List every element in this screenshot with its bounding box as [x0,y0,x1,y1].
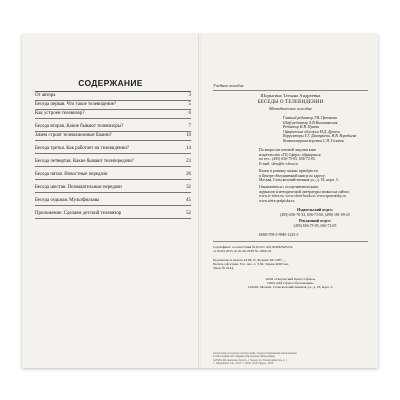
right-page [201,34,378,368]
toc-entry-title: Как устроен телевизор? [35,111,85,117]
certificate-info [213,245,368,253]
ads-dept-label: Рекламный отдел: [299,219,331,223]
toc-entry-page: 14 [186,146,191,152]
text-line: в Центре объединенной книги по адресу: [259,173,326,178]
wholesale-info [259,148,371,166]
text-line: ООО «ИД Сфера образования» [267,281,314,286]
text-line: издательства «ТЦ Сфера» обращаться [259,152,321,157]
toc-entry-title: Зачем строят телевизионные башни? [35,133,112,139]
toc-entry-title: От автора [35,93,56,99]
toc-entry-page: 3 [188,93,191,99]
text-line: © Шорыгина Т.А., 2015 © ООО «ТЦ Сфера», 2015 [213,362,274,366]
text-line: Москва, Сельскохозяйственная ул., д. 18, корп. 3. [259,178,339,183]
book-type-label: Учебное пособие [213,83,244,88]
text-line: ООО «Творческий Центр Сфера» [265,277,316,281]
toc-row [35,158,191,167]
text-line: E-mail: sfera@tc-sfera.ru [259,161,298,166]
toc-row [35,92,191,101]
publisher-name [213,277,368,290]
text-line: Печать офсетная. Усл. печ. л. 3,36. Тираж 4000 экз. [213,262,289,267]
text-line: по тел.: (495) 656-75-05, 656-72-05. [259,157,316,162]
text-line: 143900, Московская область, г. Чехов, ул. Полиграфистов, д. 1 [213,358,288,362]
ads-dept-phones: (495) 656-75-05, 656-72-05 [293,224,337,228]
toc-entry-title: Беседа четвертая. Какие бывают телепередачи? [35,159,134,164]
toc-entry-page: 5 [188,102,191,108]
book-title: БЕСЕДЫ О ТЕЛЕВИДЕНИИ [257,100,324,105]
toc-row [35,184,191,193]
text-line: Редактор И.В. Пуяева [283,125,320,130]
publisher-dept-phones: (495) 656-70-33, 656-73-00, (499) 181-09-23 [280,213,350,217]
text-line: 129226, Москва, Сельскохозяйственная ул., д. 18, корп. 3. [247,285,334,290]
toc-entry-page: 26 [186,171,191,177]
toc-entry-title: Приложение. Сделаем детский телевизор [35,210,122,216]
toc-row [35,210,191,219]
toc-entry-title: Беседа вторая. Какие бывают телевизоры? [35,124,124,130]
toc-title: СОДЕРЖАНИЕ [78,78,143,88]
text-line: Шеф-редактор А.В.Никитинская [283,120,338,125]
text-line: Подписано в печать 24.08.15. Формат 84×108¹/₃₂. [213,258,286,262]
open-book [22,34,378,368]
text-line: Оформление обложки М.Д. Дронов [283,129,340,134]
book-subtitle: Методическое пособие [269,106,312,111]
text-line: По вопросам оптовой закупки книг [259,148,317,152]
text-line: Отпечатано в полном соответствии с предоставленными материалами [213,352,297,355]
toc-row [35,123,191,132]
editors-list [283,116,373,144]
isbn: ISBN 978-5-9949-1225-5 [259,233,299,237]
text-line: Заказ № 3144. [213,266,234,271]
author-name: Шорыгина Татьяна Андреевна [260,93,321,98]
text-line: журналов и методической литературы можно на сайтах: [259,189,350,194]
toc-entry-title: Беседа первая. Что такое телевидение? [35,102,117,108]
retail-info [259,169,371,183]
text-line: Компьютерная верстка С.И. Галаева [283,138,344,143]
toc-row [35,101,191,110]
toc-row [35,197,191,206]
left-page [22,34,199,368]
divider [213,90,368,91]
print-info [213,258,368,271]
toc-entry-page: 32 [186,184,191,190]
publisher-dept-label: Издательский отдел: [297,208,333,212]
toc-entry-page: 10 [186,133,191,139]
toc-entry-page: 7 [188,124,191,130]
toc-entry-page: 23 [186,159,191,164]
printing-footer [213,352,368,366]
divider [213,241,368,242]
text-line: Сертификат соответствия № РОСС RU.ЯП06.Н25232 [213,245,293,249]
text-line: www.sfera-podpiska.ru [259,198,295,203]
toc-entry-title: Беседа третья. Как работает на телевидении? [35,146,130,152]
toc-table [35,91,191,219]
toc-entry-page: 6 [188,111,191,117]
toc-row [35,171,191,180]
toc-entry-title: Беседа седьмая. Мультфильмы [35,197,100,203]
toc-row [35,110,191,119]
toc-entry-page: 45 [186,197,191,203]
toc-entry-page: 52 [186,210,191,216]
text-line: Книги в розницу можно приобрести [259,169,318,173]
text-line: Корректоры Т.Г. Дмитриева, Н.В. Воробьева [283,134,357,139]
toc-entry-title: Беседа шестая. Познавательные передачи [35,184,122,190]
text-line: в типографии АО «Первая Образцовая типография» [213,355,276,359]
toc-row [35,145,191,154]
websites-info [259,185,371,203]
text-line: Главный редактор Т.В. Цветкова [283,116,337,120]
toc-entry-title: Беседа пятая. Новостные передачи [35,171,108,177]
text-line: www.tc-sfera.ru; www.sfera-book.ru; www.spravatsky.ru [259,194,346,199]
text-line: от 02.02.2015 по 01.02.2018 № 1004132 [213,249,272,254]
text-line: Ознакомиться с ассортиментом книг, [259,185,319,189]
toc-row [35,132,191,141]
